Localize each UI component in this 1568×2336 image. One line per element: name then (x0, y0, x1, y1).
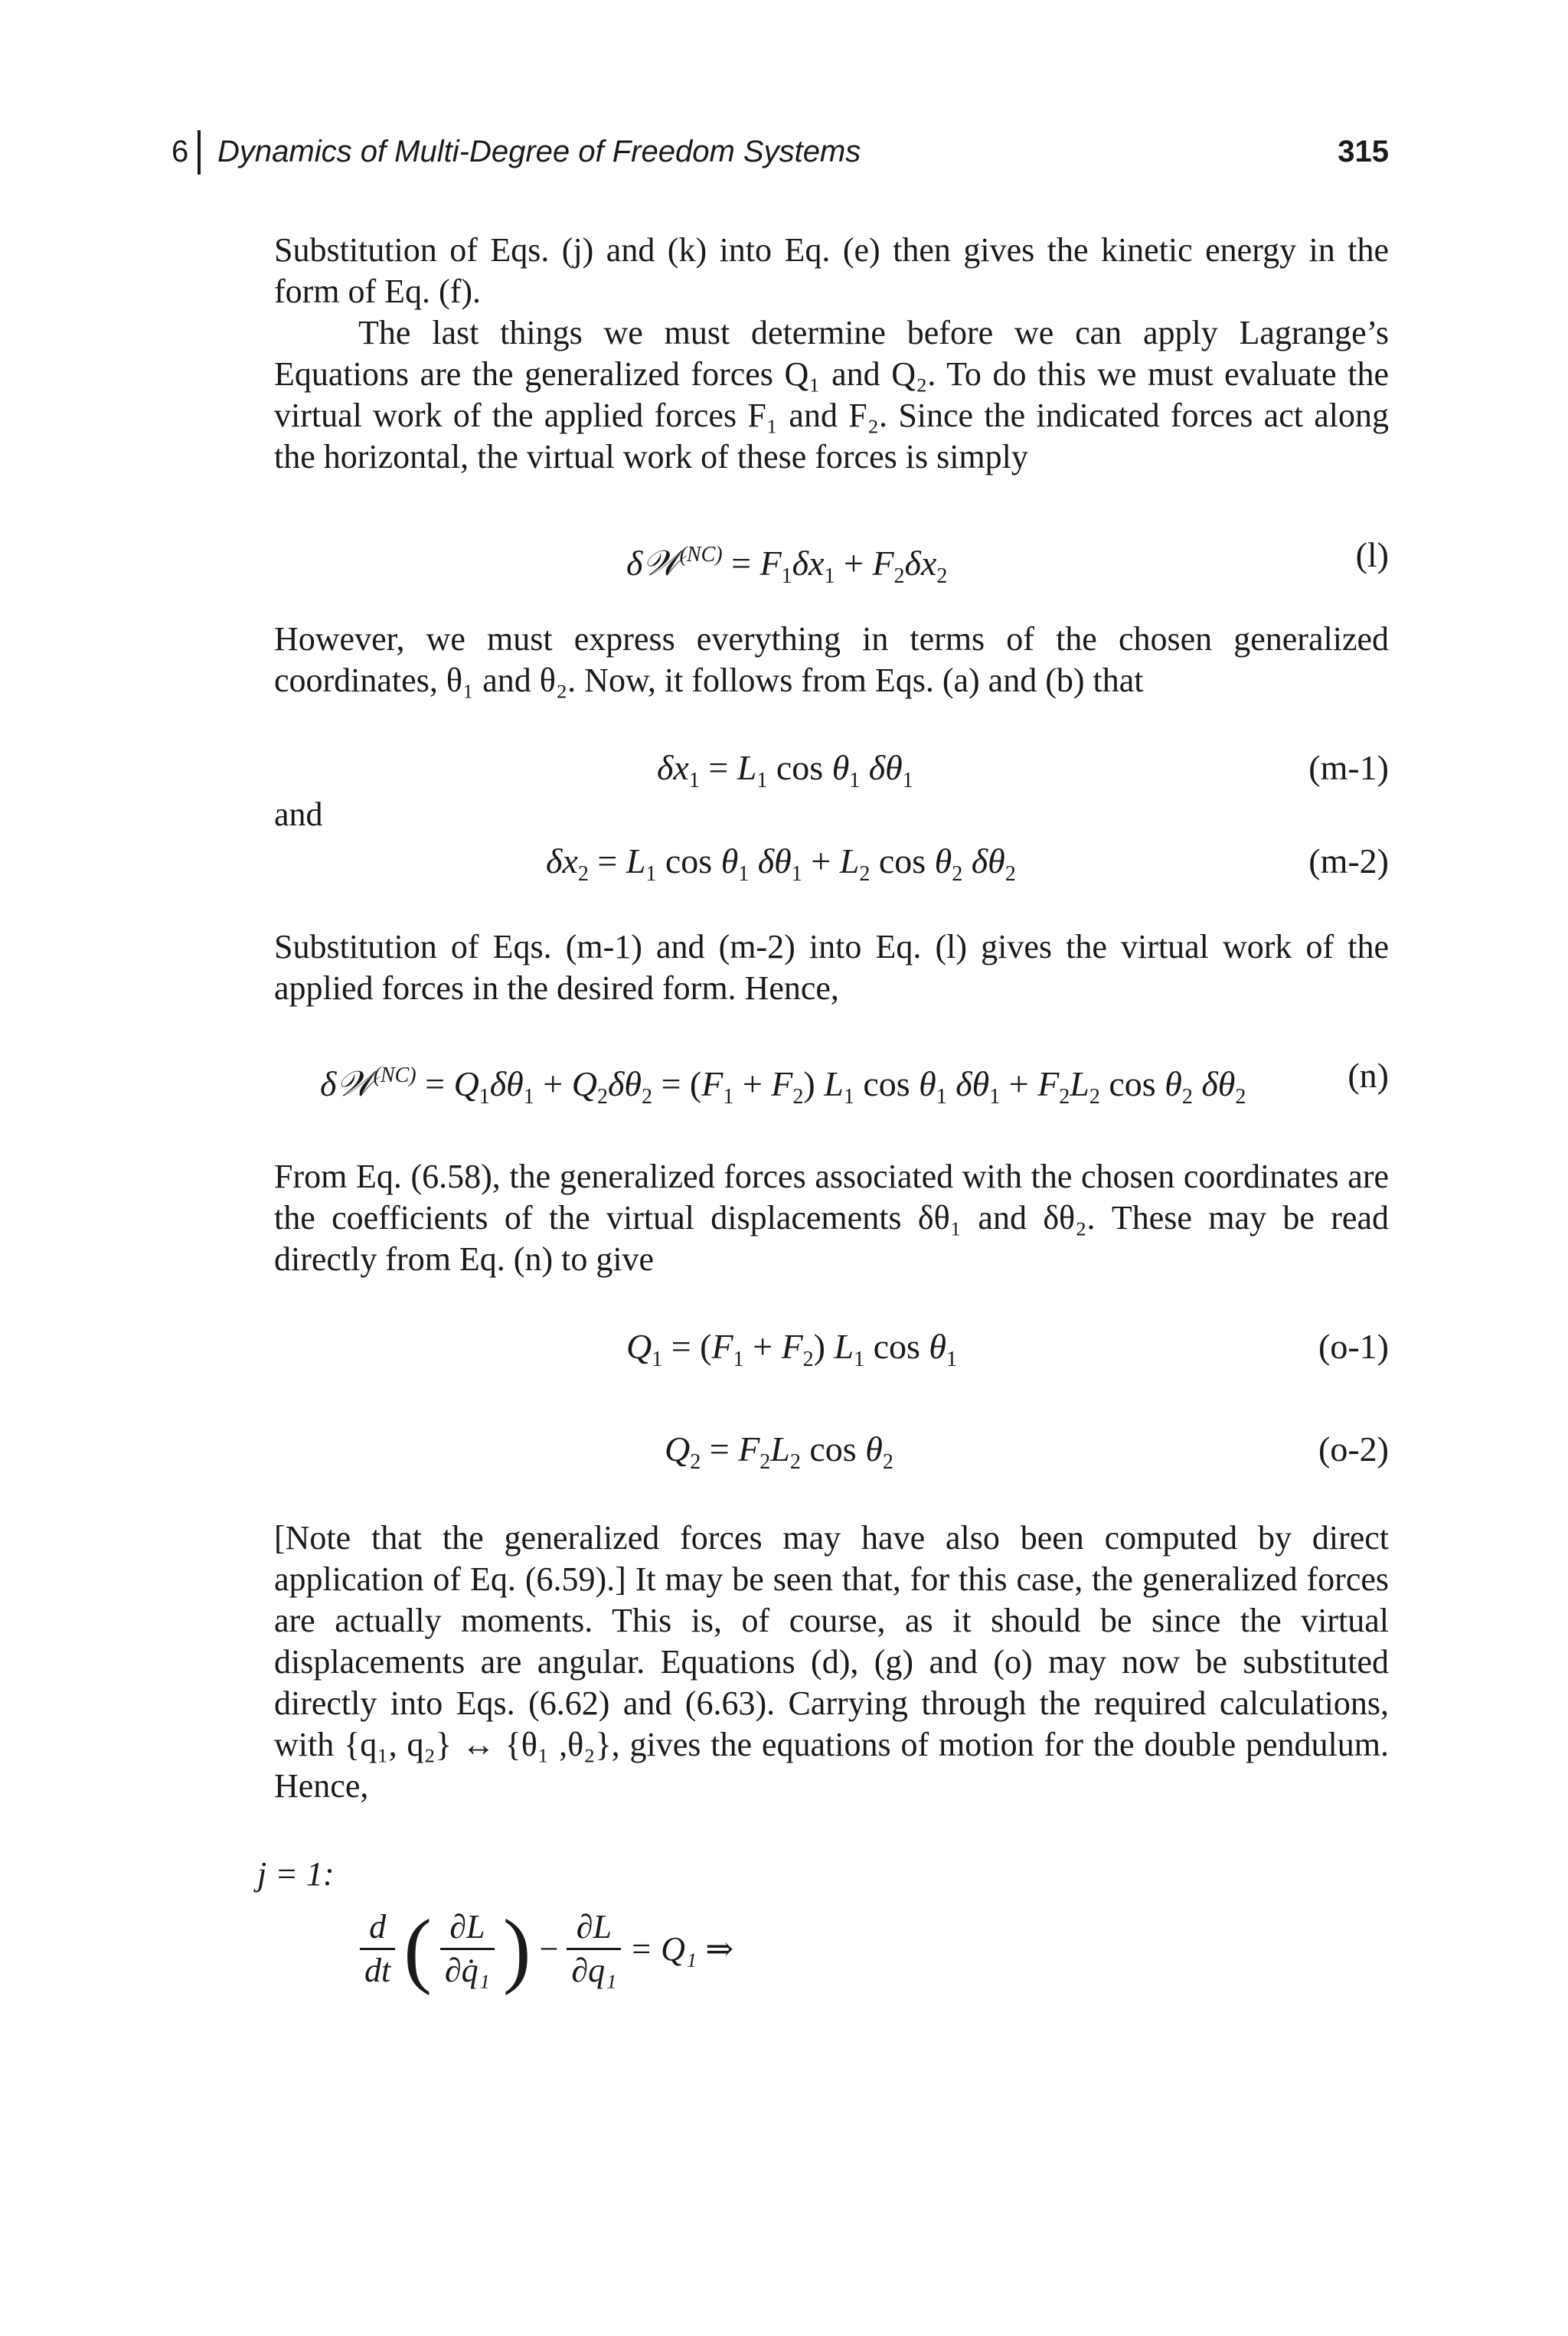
text-block-2 (274, 619, 1389, 701)
equation-m2 (274, 835, 1389, 888)
lagrange-equation: $\frac{d}{dt}$ ( $\frac{\partial L}{\text{∂q̇₁}}$ ) − $\frac{\partial L}{\text{∂q₁}}$ = Q₁ ⇒ (360, 1906, 733, 1991)
equation-label: (n) (1348, 1056, 1389, 1095)
paragraph: The last things we must determine before we can apply Lagrange’s Equations are the generalized forces Q₁ and Q₂. To do this we must evaluate the virtual work of the applied forces F₁ and F₂. Since the indicated forces act along the horizontal, the virtual work of these forces is simply (274, 314, 1389, 475)
equation-label: (o-2) (1318, 1429, 1389, 1469)
text-block-5 (274, 1518, 1389, 1807)
lagrange-rhs: = Q₁ ⇒ (629, 1930, 734, 1968)
page-number: 315 (1338, 135, 1389, 168)
case-label: j = 1: (257, 1855, 335, 1893)
equation-body: δ𝒲$^{(NC)}$ = $Q_1\delta\theta_1 + Q_2\delta\theta_2 = (F_1 + F_2)$ $L_1$ $\cos \theta_1$ $\delta\theta_1 + F_2L_2$ $\cos \theta_2$ $\delta\theta_2$ (320, 1063, 1246, 1109)
time-derivative: $\frac{d}{dt}$ (360, 1906, 395, 1991)
equation-label: (m-1) (1308, 748, 1389, 787)
chapter-title: Dynamics of Multi-Degree of Freedom Systems (217, 135, 861, 168)
equation-body: $Q_2 = F_2L_2$ $\cos \theta_2$ (665, 1429, 893, 1474)
equation-body: $\delta x_2 = L_1$ $\cos \theta_1$ $\delta\theta_1 + L_2$ $\cos \theta_2$ $\delta\theta_2$ (546, 841, 1016, 886)
paragraph: Substitution of Eqs. (m-1) and (m-2) into Eq. (l) gives the virtual work of the applied forces in the desired form. Hence, (274, 928, 1389, 1007)
equation-body: $Q_1 = (F_1 + F_2)$ $L_1$ $\cos \theta_1$ (626, 1327, 958, 1371)
equation-n (274, 1049, 1389, 1109)
paragraph: Substitution of Eqs. (j) and (k) into Eq. (e) then gives the kinetic energy in the form of Eq. (f). (274, 231, 1389, 310)
header-divider (198, 130, 201, 175)
and-word: and (274, 796, 323, 833)
equation-label: (l) (1355, 535, 1389, 574)
equation-body: $\delta x_1 = L_1$ $\cos \theta_1$ $\delta\theta_1$ (657, 748, 913, 792)
partial-L-q: $\frac{\partial L}{\text{∂q₁}}$ (567, 1906, 621, 1991)
text-block-4 (274, 1156, 1389, 1280)
text-block-1 (274, 230, 1389, 478)
equation-o1 (274, 1320, 1389, 1374)
equation-l (274, 528, 1389, 588)
equation-m1 (274, 741, 1389, 795)
equation-label: (m-2) (1308, 841, 1389, 880)
chapter-number: 6 (172, 135, 189, 168)
paragraph: However, we must express everything in terms of the chosen generalized coordinates, θ₁ and θ₂. Now, it follows from Eqs. (a) and (b) that (274, 620, 1389, 699)
running-header (172, 129, 1389, 182)
text-block-3 (274, 926, 1389, 1009)
paragraph: From Eq. (6.58), the generalized forces associated with the chosen coordinates are the coefficients of the virtual displacements δθ₁ and δθ₂. These may be read directly from Eq. (n) to give (274, 1158, 1389, 1278)
paragraph: [Note that the generalized forces may have also been computed by direct application of Eq. (6.59).] It may be seen that, for this case, the generalized forces are actually moments. This is, of course, as it should be since the virtual displacements are angular. Equations (d), (g) and (o) may now be substituted directly into Eqs. (6.62) and (6.63). Carrying through the required calculations, with {q₁, q₂} ↔ {θ₁ ,θ₂}, gives the equations of motion for the double pendulum. Hence, (274, 1519, 1389, 1805)
equation-o2 (274, 1423, 1389, 1476)
equation-body: δ𝒲$^{(NC)}$ = $F_1\delta x_1 + F_2\delta x_2$ (626, 543, 948, 588)
partial-L-qdot: $\frac{\partial L}{\text{∂q̇₁}}$ (440, 1906, 495, 1991)
equation-label: (o-1) (1318, 1327, 1389, 1366)
